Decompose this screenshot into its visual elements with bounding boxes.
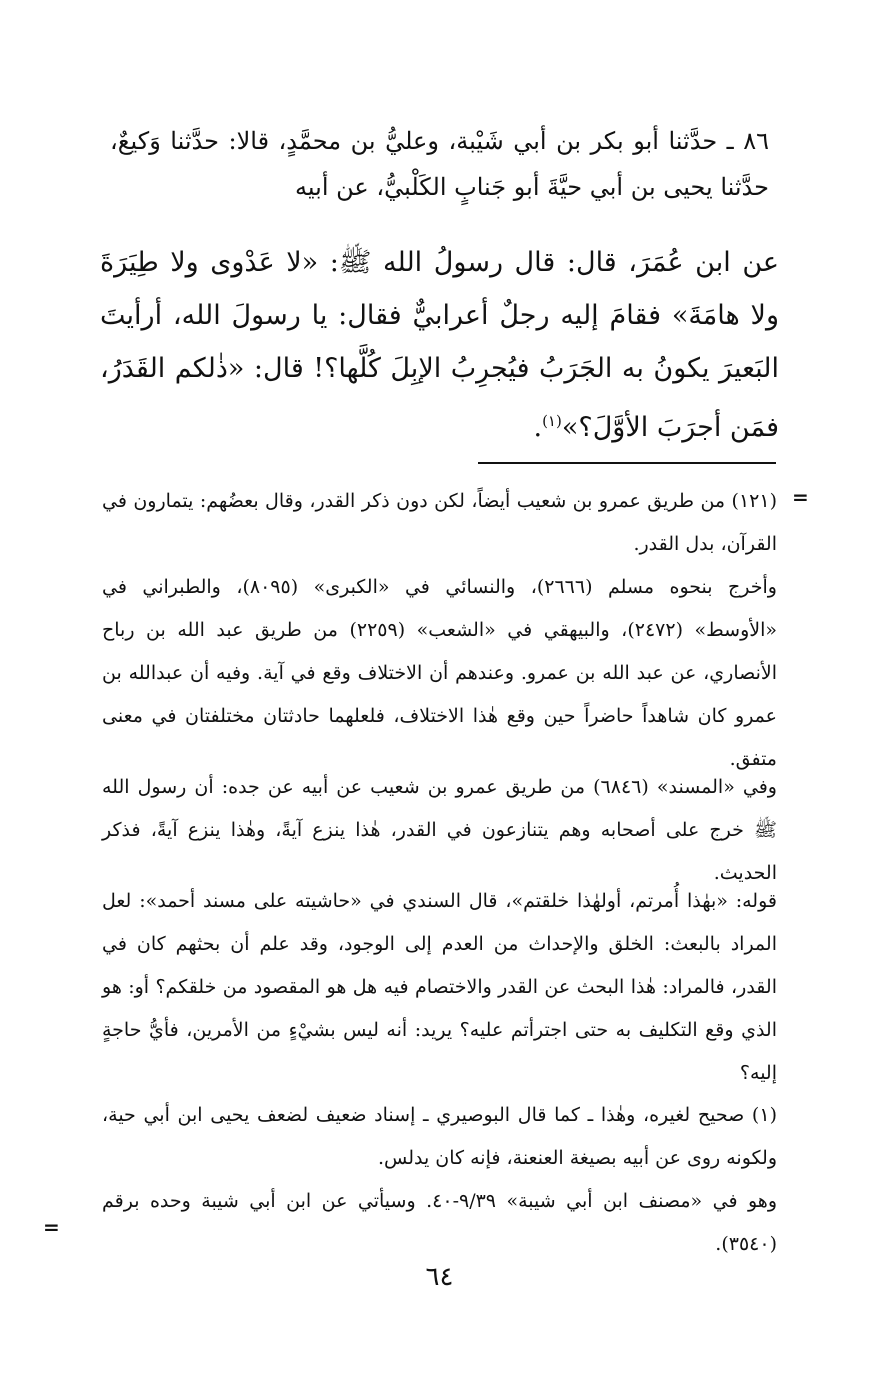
footnote-paragraph: وهو في «مصنف ابن أبي شيبة» ٩/٣٩-٤٠. وسيأتي عن ابن أبي شيبة وحده برقم (٣٥٤٠).: [102, 1190, 777, 1255]
footnote-paragraph: وفي «المسند» (٦٨٤٦) من طريق عمرو بن شعيب عن أبيه عن جده: أن رسول الله ﷺ خرج على أصحابه وهم يتنازعون في القدر، هٰذا ينزع آيةً، وهٰذا ينزع آيةً، فذكر الحديث.: [102, 776, 777, 884]
footnote-paragraph: وأخرج بنحوه مسلم (٢٦٦٦)، والنسائي في «الكبرى» (٨٠٩٥)، والطبراني في «الأوسط» (٢٤٧٢)، والبيهقي في «الشعب» (٢٢٥٩) من طريق عبد الله بن رباح الأنصاري، عن عبد الله بن عمرو. وعندهم أن الاختلاف وقع في آية. وفيه أن عبدالله بن عمرو كان شاهداً حاضراً حين وقع هٰذا الاختلاف، فلعلهما حادثتان مختلفتان في معنى متفق.: [102, 576, 778, 770]
hadith-matn-text: عن ابن عُمَرَ، قال: قال رسولُ الله ﷺ: «لا عَدْوى ولا طِيَرَةَ ولا هامَةَ» فقامَ إليه رجلٌ أعرابيٌّ فقال: يا رسولَ الله، أرأيتَ البَعيرَ يكونُ به الجَرَبُ فيُجرِبُ الإبِلَ كُلَّها؟! قال: «ذٰلكم القَدَرُ، فمَن أجرَبَ الأوَّلَ؟»: [100, 247, 779, 443]
footnote-divider: [478, 462, 776, 464]
hadith-isnad: ٨٦ ـ حدَّثنا أبو بكر بن أبي شَيْبة، وعليُّ بن محمَّدٍ، قالا: حدَّثنا وَكيعٌ، حدَّثنا يحيى بن أبي حيَّةَ أبو جَنابٍ الكَلْبيُّ، عن أبيه: [110, 127, 769, 201]
page-number: ٦٤: [425, 1262, 454, 1292]
hadith-matn-end: .: [533, 412, 543, 443]
footnote-paragraph: (١٢١) من طريق عمرو بن شعيب أيضاً، لكن دون ذكر القدر، وقال بعضُهم: يتمارون في القرآن، بدل القدر.: [102, 490, 777, 555]
footnote-ref: (١): [542, 412, 562, 430]
hadith-matn: [100, 236, 779, 454]
continuation-mark-top: =: [792, 485, 809, 509]
footnote-paragraph: (١) صحيح لغيره، وهٰذا ـ كما قال البوصيري ـ إسناد ضعيف لضعف يحيى ابن أبي حية، ولكونه روى عن أبيه بصيغة العنعنة، فإنه كان يدلس.: [102, 1104, 777, 1169]
continuation-mark-bottom: =: [43, 1215, 60, 1239]
footnote-paragraph: قوله: «بهٰذا أُمرتم، أولهٰذا خلقتم»، قال السندي في «حاشيته على مسند أحمد»: لعل المراد بالبعث: الخلق والإحداث من العدم إلى الوجود، وقد علم أن بحثهم كان في القدر، فالمراد: هٰذا البحث عن القدر والاختصام فيه هل هو المقصود من خلقكم؟ أو: هو الذي وقع التكليف به حتى اجترأتم عليه؟ يريد: أنه ليس بشيْءٍ من الأمرين، فأيُّ حاجةٍ إليه؟: [102, 890, 777, 1084]
